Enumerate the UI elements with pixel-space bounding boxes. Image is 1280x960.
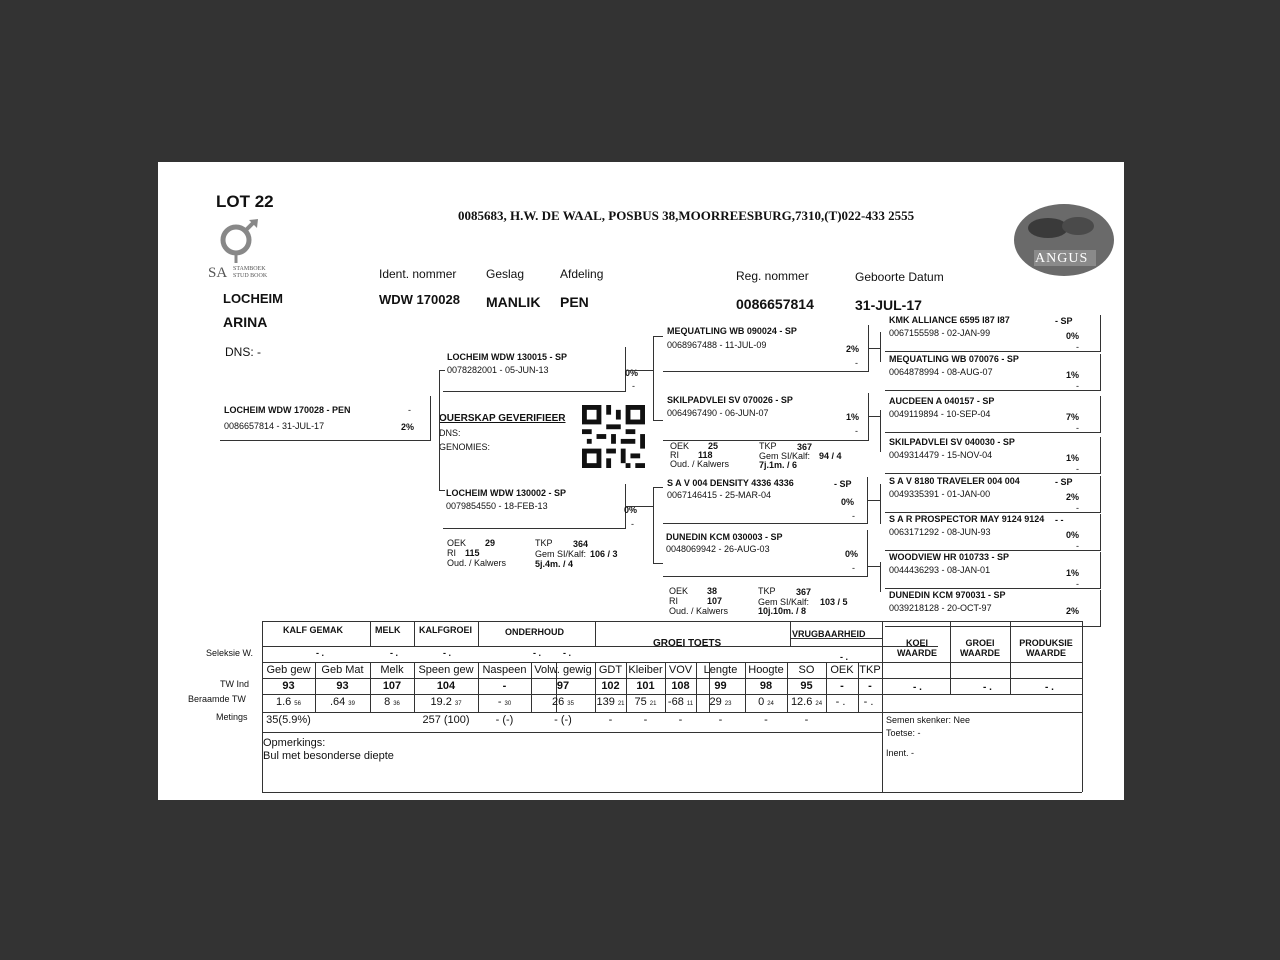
dd-reg: 0048069942 - 26-AUG-03 [666, 544, 770, 554]
beraamde-label: Beraamde TW [188, 694, 246, 704]
gg-name: SKILPADVLEI SV 040030 - SP [889, 437, 1015, 447]
ss-reg: 0068967488 - 11-JUL-09 [667, 340, 767, 350]
dd-oek-label: OEK [669, 586, 689, 596]
beraamde-accuracy: 56 [294, 701, 301, 707]
ds-suffix: - SP [834, 479, 852, 489]
metings-value: 257 (100) [422, 714, 470, 726]
beraamde-value: 1.6 [276, 696, 292, 708]
tw-value: - [868, 680, 872, 692]
gg-dash: - [1076, 381, 1079, 391]
column-header: GDT [598, 664, 623, 676]
pedigree-subject-box [220, 396, 431, 441]
metings-value: - (-) [554, 714, 572, 726]
tw-value: 102 [601, 680, 620, 692]
beraamde-value: 139 [596, 696, 615, 708]
pedigree-connector [868, 348, 880, 349]
gg-pct: 0% [1066, 530, 1080, 540]
seleksie-onderhoud-2: - . [563, 648, 571, 658]
sd-gem: 94 / 4 [819, 451, 842, 461]
tw-value: 108 [671, 680, 690, 692]
tw-value: 107 [382, 680, 402, 692]
tw-value: 99 [714, 680, 727, 692]
dam-oek-label: OEK [447, 538, 467, 548]
beraamde-cell [315, 696, 370, 708]
dd-tkp: 367 [796, 587, 812, 597]
geslag-value: MANLIK [486, 294, 541, 310]
column-header: SO [798, 664, 815, 676]
table-border [262, 662, 1082, 663]
groei-waarde-value: - . [983, 682, 992, 693]
beraamde-cell [665, 696, 696, 708]
beraamde-accuracy: 24 [815, 701, 823, 707]
beraamde-cell [826, 696, 858, 708]
column-header: Melk [380, 664, 404, 676]
pedigree-connector [439, 370, 440, 490]
column-header: Geb gew [266, 664, 311, 676]
beraamde-accuracy: 21 [649, 701, 657, 707]
ds-dash: - [852, 511, 855, 521]
afdeling-value: PEN [560, 294, 589, 310]
beraamde-value: 19.2 [430, 696, 452, 708]
animal-name-line1: LOCHEIM [223, 291, 283, 306]
pedigree-connector [625, 370, 653, 371]
vaccination: Inent. - [886, 748, 915, 758]
animal-name-line2: ARINA [223, 314, 268, 330]
gg-reg: 0067155598 - 02-JAN-99 [889, 328, 991, 338]
dam-name: LOCHEIM WDW 130002 - SP [446, 488, 567, 498]
angus-logo-text: ANGUS [1035, 251, 1089, 266]
beraamde-value: 8 [384, 696, 391, 708]
dam-gem-label: Gem SI/Kalf: [535, 549, 587, 559]
gg-reg: 0049335391 - 01-JAN-00 [889, 489, 991, 499]
sd-reg: 0064967490 - 06-JUN-07 [667, 408, 769, 418]
pedigree-connector [653, 487, 663, 488]
sire-reg: 0078282001 - 05-JUN-13 [447, 365, 549, 375]
pedigree-connector [867, 500, 880, 501]
gg-reg: 0044436293 - 08-JAN-01 [889, 565, 991, 575]
ident-value: WDW 170028 [379, 292, 460, 307]
seleksie-vrugbaarheid: - . [840, 652, 848, 662]
gg-name: MEQUATLING WB 070076 - SP [889, 354, 1019, 364]
group-kalf-gemak: KALF GEMAK [283, 625, 343, 635]
group-vrugbaarheid: VRUGBAARHEID [792, 629, 866, 639]
pedigree-connector [880, 332, 881, 362]
dam-tkp-label: TKP [535, 538, 553, 548]
pedigree-connector [653, 336, 654, 420]
sd-dash: - [855, 426, 858, 436]
gg-pct: 1% [1066, 453, 1080, 463]
remarks-label: Opmerkings: [263, 737, 326, 749]
ident-label: Ident. nommer [379, 267, 457, 281]
beraamde-accuracy: 39 [348, 701, 355, 707]
gg-reg: 0049314479 - 15-NOV-04 [889, 450, 993, 460]
gg-pct: 1% [1066, 568, 1080, 578]
column-header: Naspeen [482, 664, 527, 676]
table-border [262, 732, 882, 733]
tw-value: 101 [636, 680, 655, 692]
sd-oud-label: Oud. / Kalwers [670, 459, 730, 469]
beraamde-accuracy: 35 [567, 701, 574, 707]
remarks-text: Bul met besonderse diepte [263, 750, 394, 762]
metings-value: - [718, 714, 723, 726]
tw-value: 93 [336, 680, 349, 692]
pedigree-connector [653, 336, 663, 337]
gg-name: WOODVIEW HR 010733 - SP [889, 552, 1010, 562]
ss-name: MEQUATLING WB 090024 - SP [667, 326, 797, 336]
subject-suffix: - [408, 405, 411, 415]
beraamde-accuracy: 37 [454, 701, 462, 707]
stamboek-text: STAMBOEK [233, 266, 266, 272]
beraamde-cell [858, 696, 882, 708]
table-border [262, 694, 1082, 695]
dam-pct: 0% [624, 505, 638, 515]
ds-name: S A V 004 DENSITY 4336 4336 [667, 478, 794, 488]
beraamde-value: - [497, 696, 502, 708]
sd-oud: 7j.1m. / 6 [759, 460, 798, 470]
metings-value: - [643, 714, 648, 726]
gg-name: KMK ALLIANCE 6595 I87 I87 [889, 315, 1010, 325]
sd-oek: 25 [708, 441, 719, 451]
beraamde-value: - . [835, 696, 846, 708]
subject-name: LOCHEIM WDW 170028 - PEN [224, 405, 351, 415]
beraamde-value: 0 [758, 696, 765, 708]
pedigree-connector [625, 506, 653, 507]
beraamde-value: -68 [667, 696, 684, 708]
beraamde-cell [787, 696, 826, 708]
geslag-label: Geslag [486, 267, 525, 281]
group-kalfgroei: KALFGROEI [419, 625, 472, 635]
beraamde-cell [414, 696, 478, 708]
metings-value: - [804, 714, 809, 726]
koei-waarde-value: - . [913, 682, 922, 693]
beraamde-accuracy: 24 [767, 701, 774, 707]
dd-ri-label: RI [669, 596, 678, 606]
beraamde-cell [478, 696, 531, 708]
reg-label: Reg. nommer [736, 269, 809, 283]
gg-reg: 0064878994 - 08-AUG-07 [889, 367, 993, 377]
dam-ri-label: RI [447, 548, 456, 558]
ds-reg: 0067146415 - 25-MAR-04 [667, 490, 772, 500]
dd-name: DUNEDIN KCM 030003 - SP [666, 532, 783, 542]
pedigree-connector [653, 563, 663, 564]
dob-label: Geboorte Datum [855, 270, 944, 284]
column-header: TKP [859, 664, 881, 676]
table-border [370, 621, 371, 646]
tw-value: 93 [282, 680, 295, 692]
sa-studbook-logo [214, 218, 262, 269]
pedigree-connector [880, 484, 881, 524]
beraamde-cell [531, 696, 595, 708]
qr-code-icon [581, 405, 646, 468]
seleksie-kalf: - . [316, 648, 324, 658]
dd-oud: 10j.10m. / 8 [758, 606, 807, 616]
sd-ri-label: RI [670, 450, 679, 460]
gg-pct: 1% [1066, 370, 1080, 380]
dam-ri: 115 [465, 548, 480, 558]
beraamde-accuracy: 23 [724, 701, 732, 707]
group-onderhoud: ONDERHOUD [505, 627, 565, 637]
group-groei-toets: GROEI TOETS [653, 638, 722, 649]
column-header: Geb Mat [321, 664, 364, 676]
beraamde-accuracy: 11 [686, 701, 694, 707]
gg-pct: 7% [1066, 412, 1080, 422]
sire-dash: - [632, 381, 635, 391]
gg-dash: - [1076, 579, 1079, 589]
beraamde-cell [595, 696, 626, 708]
gg-dash: - [1076, 342, 1079, 352]
tw-value: - [502, 680, 507, 692]
pedigree-connector [880, 562, 881, 592]
metings-value: - [608, 714, 613, 726]
pedigree-connector [867, 566, 880, 567]
reg-value: 0086657814 [736, 296, 814, 312]
tw-value: 104 [436, 680, 456, 692]
column-header: VOV [668, 664, 693, 676]
pedigree-connector [868, 416, 880, 417]
dam-oek: 29 [485, 538, 496, 548]
seleksie-melk: - . [390, 648, 398, 658]
sd-name: SKILPADVLEI SV 070026 - SP [667, 395, 793, 405]
dd-ri: 107 [707, 596, 723, 606]
dd-tkp-label: TKP [758, 586, 776, 596]
sd-oek-label: OEK [670, 441, 690, 451]
group-produksie-waarde: PRODUKSIE WAARDE [1019, 638, 1073, 659]
dam-dash: - [631, 519, 634, 529]
ss-pct: 2% [846, 344, 860, 354]
beraamde-value: - . [863, 696, 874, 708]
verify-genomies: GENOMIES: [439, 442, 491, 452]
table-border [262, 792, 1082, 793]
gg-pct: 2% [1066, 492, 1080, 502]
table-border [262, 712, 1082, 713]
sa-logo-text: SA [208, 265, 228, 281]
tw-value: 97 [556, 680, 570, 692]
table-border [1082, 621, 1083, 792]
seleksie-onderhoud-1: - . [533, 648, 541, 658]
column-header: Volw. gewig [534, 664, 592, 676]
dob-value: 31-JUL-17 [855, 297, 922, 313]
sd-tkp: 367 [797, 442, 813, 452]
produksie-waarde-value: - . [1045, 682, 1054, 693]
gg-pct: 0% [1066, 331, 1080, 341]
dd-pct: 0% [845, 549, 859, 559]
gg-reg: 0039218128 - 20-OCT-97 [889, 603, 992, 613]
table-border [790, 621, 791, 646]
animal-dns: DNS: - [225, 345, 261, 359]
ds-pct: 0% [841, 497, 855, 507]
studbook-text: STUD BOOK [233, 273, 268, 279]
metings-value: 35(5.9%) [266, 714, 311, 726]
beraamde-cell [696, 696, 745, 708]
dam-reg: 0079854550 - 18-FEB-13 [446, 501, 548, 511]
subject-pct: 2% [401, 422, 415, 432]
pedigree-sheet [158, 162, 1124, 800]
beraamde-cell [370, 696, 414, 708]
table-border [882, 662, 883, 712]
dd-oek: 38 [707, 586, 718, 596]
gg-name: S A R PROSPECTOR MAY 9124 9124 [889, 514, 1045, 524]
metings-value: - [678, 714, 683, 726]
sd-pct: 1% [846, 412, 860, 422]
verify-dns: DNS: [439, 428, 461, 438]
dd-dash: - [852, 563, 855, 573]
angus-logo [1008, 200, 1116, 281]
beraamde-accuracy: 21 [617, 701, 625, 707]
beraamde-cell [262, 696, 315, 708]
beraamde-accuracy: 36 [393, 701, 400, 707]
beraamde-value: 12.6 [790, 696, 813, 708]
breeder-line: 0085683, H.W. DE WAAL, POSBUS 38,MOORREESBURG,7310,(T)022-433 2555 [458, 208, 915, 223]
tw-value: 98 [759, 680, 773, 692]
group-melk: MELK [375, 625, 401, 635]
table-border [595, 621, 596, 646]
column-header: Kleiber [628, 664, 663, 676]
column-header: Speen gew [418, 664, 474, 676]
column-header: Hoogte [748, 664, 784, 676]
pedigree-connector [880, 410, 881, 452]
gg-reg: 0049119894 - 10-SEP-04 [889, 409, 991, 419]
table-border [262, 678, 1082, 679]
gg-name: AUCDEEN A 040157 - SP [889, 396, 995, 406]
beraamde-cell [745, 696, 787, 708]
dd-gem: 103 / 5 [820, 597, 848, 607]
gg-suffix: - SP [1055, 477, 1073, 487]
sire-pct: 0% [625, 368, 639, 378]
bull-symbol-icon [214, 218, 262, 264]
semen-donor: Semen skenker: Nee [886, 715, 971, 725]
sd-gem-label: Gem SI/Kalf: [759, 451, 811, 461]
sire-name: LOCHEIM WDW 130015 - SP [447, 352, 568, 362]
group-koei-waarde: KOEI WAARDE [897, 638, 937, 659]
parentage-verified: OUERSKAP GEVERIFIEER [439, 413, 566, 424]
table-border [262, 621, 1082, 622]
seleksie-label: Seleksie W. [206, 648, 254, 658]
metings-label: Metings [216, 712, 248, 722]
ss-dash: - [855, 358, 858, 368]
dd-oud-label: Oud. / Kalwers [669, 606, 729, 616]
gg-name: S A V 8180 TRAVELER 004 004 [889, 476, 1020, 486]
beraamde-value: 26 [552, 696, 565, 708]
column-header: Lengte [703, 664, 738, 676]
dd-gem-label: Gem SI/Kalf: [758, 597, 810, 607]
gg-dash: - [1076, 503, 1079, 513]
beraamde-value: .64 [330, 696, 346, 708]
beraamde-value: 75 [634, 696, 647, 708]
beraamde-value: 29 [709, 696, 722, 708]
subject-reg: 0086657814 - 31-JUL-17 [224, 421, 325, 431]
sd-tkp-label: TKP [759, 441, 777, 451]
tw-label: TW Ind [220, 679, 250, 689]
gg-suffix: - - [1055, 515, 1064, 525]
tw-value: - [840, 680, 844, 692]
lot-number: LOT 22 [216, 192, 274, 211]
beraamde-accuracy: 30 [504, 701, 512, 707]
afdeling-label: Afdeling [560, 267, 604, 281]
sd-ri: 118 [698, 450, 713, 460]
gg-reg: 0063171292 - 08-JUN-93 [889, 527, 991, 537]
pedigree-connector [653, 420, 663, 421]
metings-value: - [764, 714, 768, 726]
column-header: OEK [830, 664, 854, 676]
gg-dash: - [1076, 464, 1079, 474]
tw-value: 95 [800, 680, 813, 692]
dam-oud-label: Oud. / Kalwers [447, 558, 507, 568]
gg-pct: 2% [1066, 606, 1080, 616]
dam-gem: 106 / 3 [590, 549, 618, 559]
table-border [478, 621, 479, 646]
gg-name: DUNEDIN KCM 970031 - SP [889, 590, 1006, 600]
dam-tkp: 364 [573, 539, 589, 549]
table-border [414, 621, 415, 646]
metings-value: - (-) [495, 714, 514, 726]
seleksie-kalfgroei: - . [443, 648, 451, 658]
pedigree-connector [653, 487, 654, 563]
gg-dash: - [1076, 541, 1079, 551]
dam-oud: 5j.4m. / 4 [535, 559, 574, 569]
beraamde-cell [626, 696, 665, 708]
gg-dash: - [1076, 423, 1079, 433]
gg-suffix: - SP [1055, 316, 1073, 326]
table-border [262, 646, 938, 647]
tests: Toetse: - [886, 728, 921, 738]
group-groei-waarde: GROEI WAARDE [960, 638, 1000, 659]
